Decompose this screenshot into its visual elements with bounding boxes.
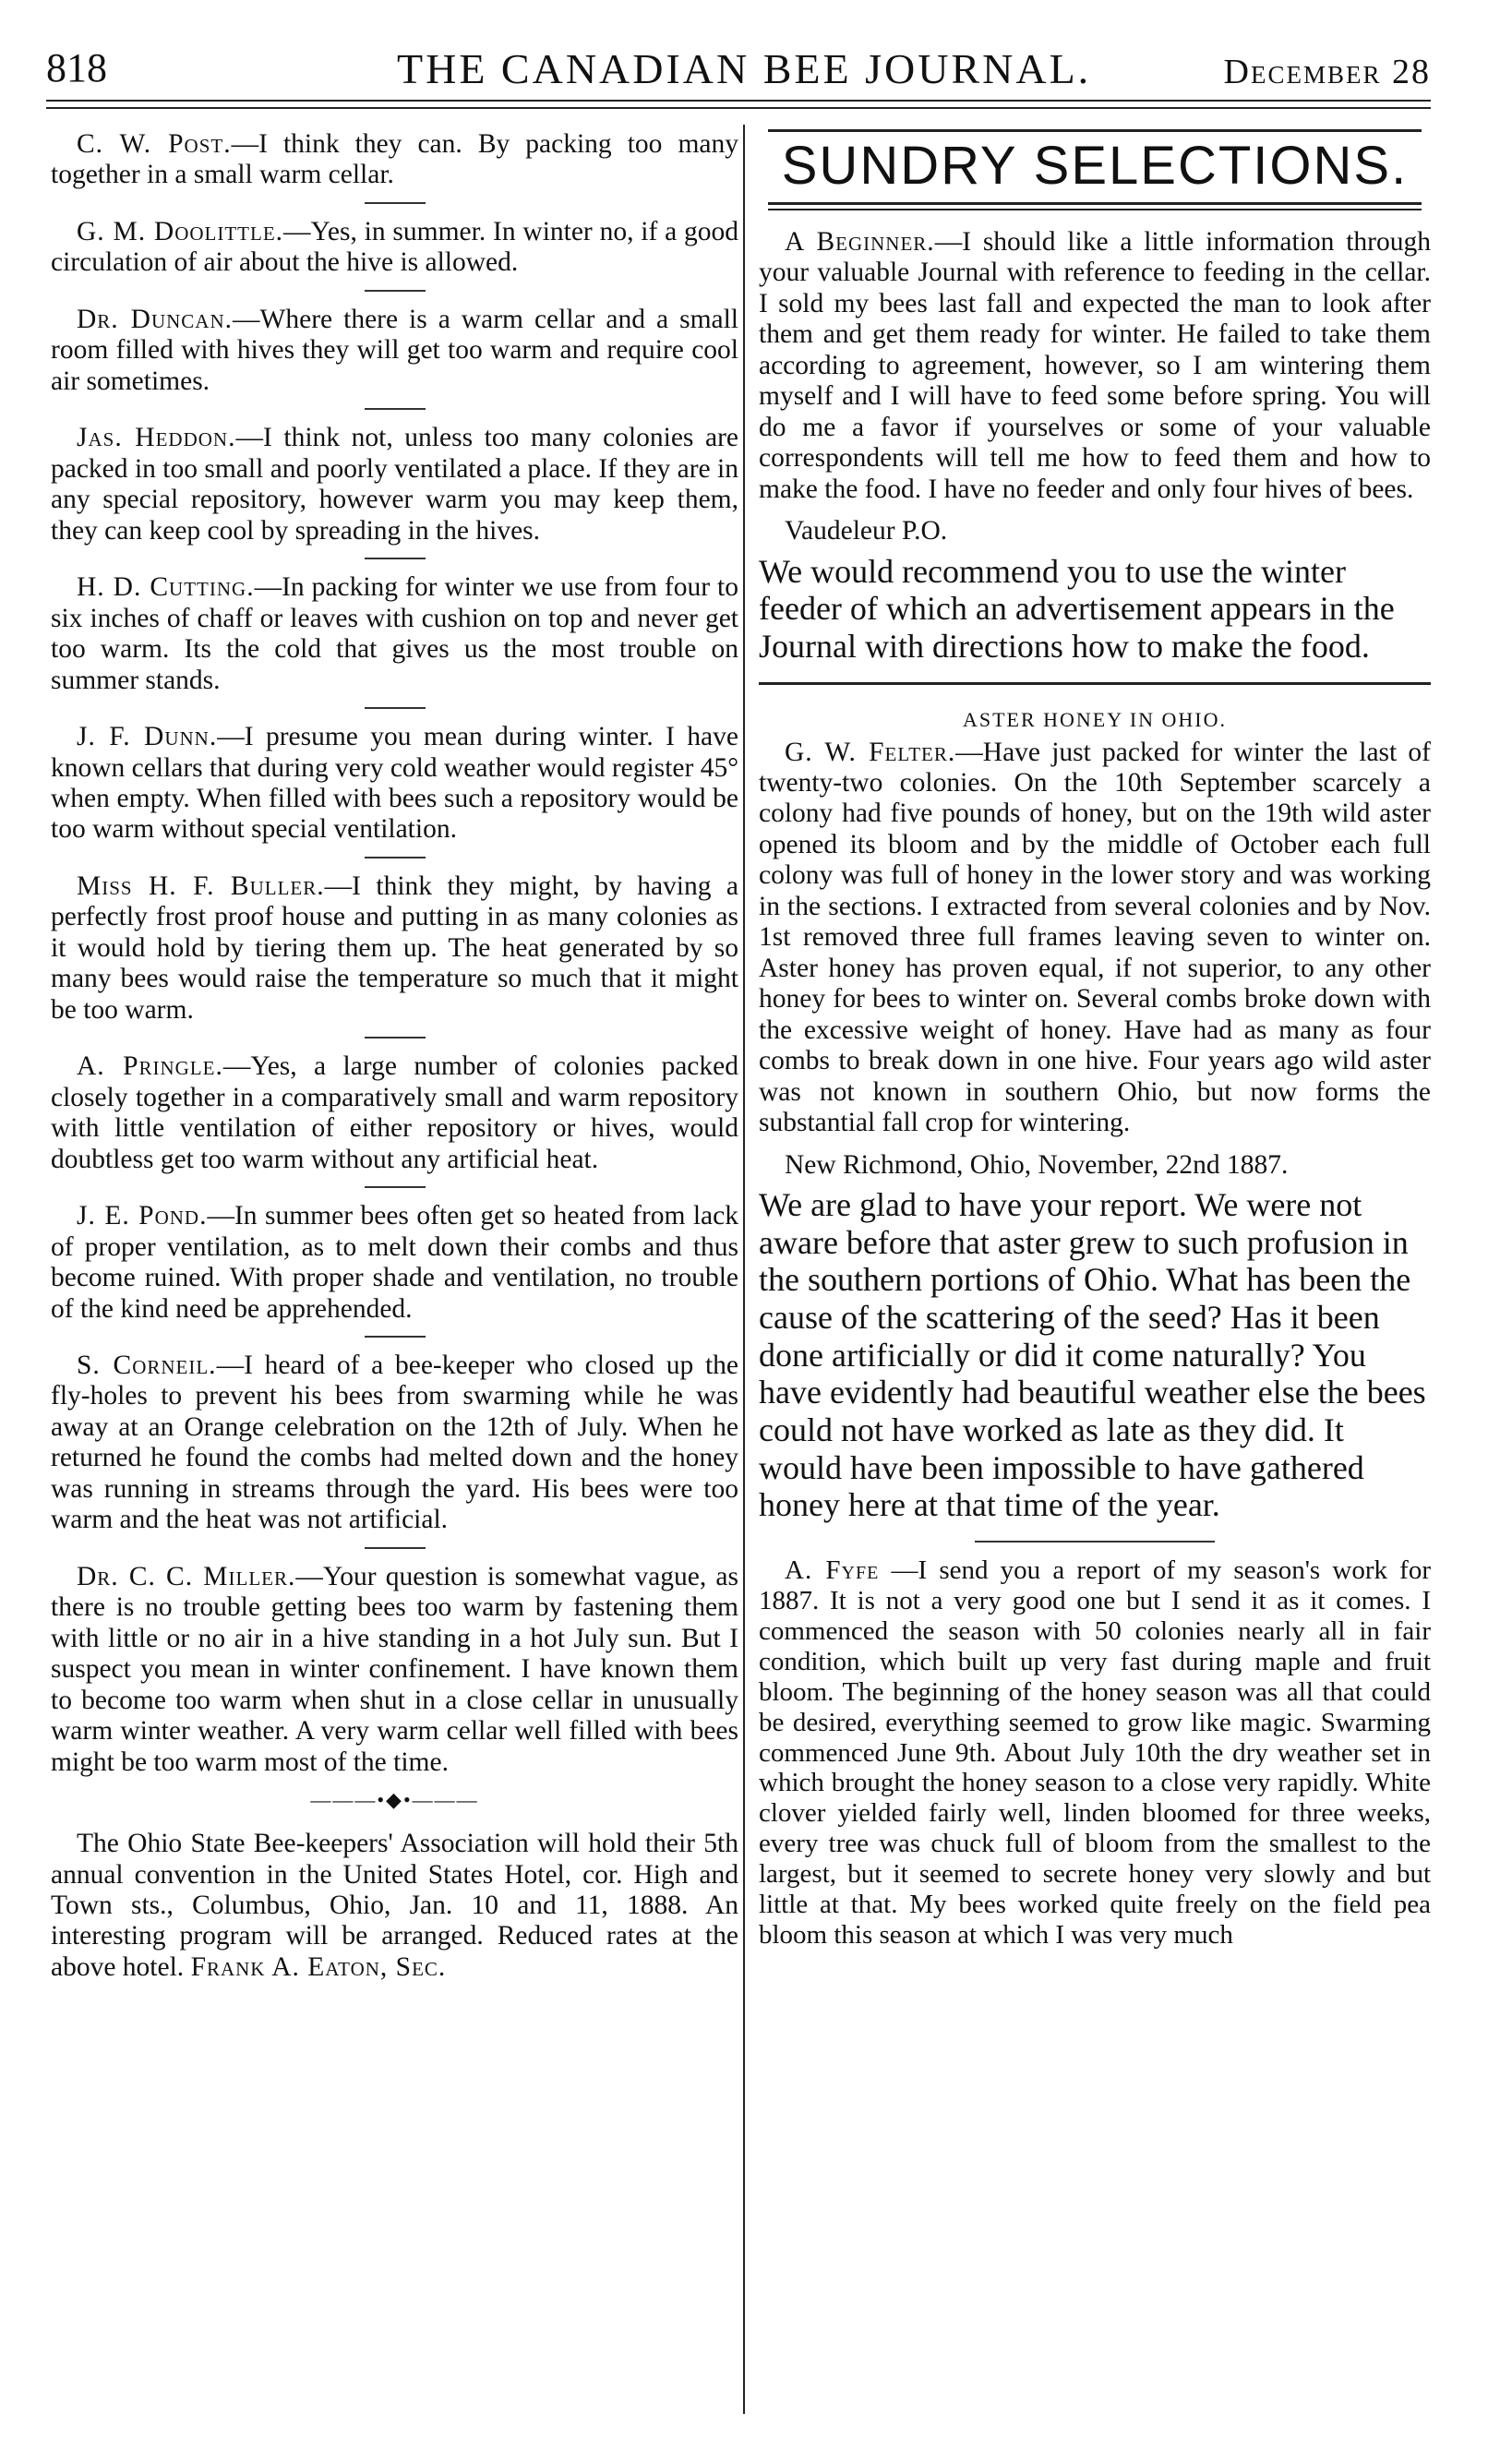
letter-place: New Richmond, Ohio, November, 22nd 1887. [785, 1149, 1289, 1180]
header-rule [46, 100, 1431, 102]
answer-entry: H. D. Cutting.—In packing for winter we use from four to six inches of chaff or leaves with cushion on top and never get too warm. Its the cold that gives us the most trouble on summer stands. [51, 572, 738, 695]
letter-beginner: A Beginner.—I should like a little information through your valuable Journal with reference to feeding in the cellar. I sold my bees last fall and expected the man to look after them and get them ready for winter. He failed to take them according to agreement, however, so I am wintering them myself and I will have to feed some before spring. You will do me a favor if yourselves or some of your valuable correspondents will tell me how to feed them and how to make the food. I have no feeder and only four hives of bees. [759, 226, 1431, 504]
separator [365, 202, 426, 204]
letter-felter: G. W. Felter.—Have just packed for winter the last of twenty-two colonies. On the 10th September scarcely a colony had five pounds of honey, but on the 19th wild aster opened its bloom and by the middle of October each full colony was full of honey in the lower story and was working in the sections. I extracted from several colonies and by Nov. 1st removed three full frames leaving seven to winter on. Aster honey has proven equal, if not superior, to any other honey for bees to winter on. Several combs broke down with the excessive weight of honey. Have had as many as four combs to break down in one hive. Four years ago wild aster was not known in southern Ohio, but now forms the substantial fall crop for wintering. [759, 737, 1432, 1138]
answer-entry: G. M. Doolittle.—Yes, in summer. In winter no, if a good circulation of air about the hive is allowed. [51, 216, 738, 278]
answer-entry: Miss H. F. Buller.—I think they might, by having a perfectly frost proof house and putting in as many colonies as it would hold by tiering them up. The heat generated by so many bees would raise the temperature so much that it might be too warm. [51, 870, 738, 1025]
separator [365, 290, 426, 292]
separator [365, 1037, 426, 1038]
editor-reply: We would recommend you to use the winter feeder of which an advertisement appears in the Journal with directions how to make the food. [759, 552, 1395, 665]
answer-entry: J. F. Dunn.—I presume you mean during winter. I have known cellars that during very cold weather would register 45° when empty. When filled with bees such a repository would be too warm without special ventilation. [51, 722, 738, 845]
page-header [46, 37, 1431, 92]
separator [365, 1336, 426, 1338]
answer-entry: Jas. Heddon.—I think not, unless too many colonies are packed in too small and poorly ventilated a place. If they are in any special repository, however warm you may keep them, they can keep cool by spreading in the hives. [51, 423, 738, 546]
page-number: 818 [46, 45, 107, 90]
answer-entry: C. W. Post.—I think they can. By packing too many together in a small warm cellar. [51, 129, 738, 190]
issue-date: December 28 [1223, 53, 1431, 91]
right-column [759, 129, 1431, 1962]
separator [365, 558, 426, 559]
header-rule-2 [46, 107, 1431, 109]
left-column [51, 129, 738, 1994]
section-heading: SUNDRY SELECTIONS. [781, 136, 1409, 196]
separator [365, 857, 426, 858]
section-rule [759, 682, 1431, 685]
answer-entry: J. E. Pond.—In summer bees often get so heated from lack of proper ventilation, as to melt down their combs and thus become ruined. With proper shade and ventilation, no trouble of the kind need be apprehended. [51, 1201, 738, 1324]
letter-fyfe: A. Fyfe —I send you a report of my season's work for 1887. It is not a very good one but I send it as it comes. I commenced the season with 50 colonies nearly all in fair condition, which built up very fast during maple and fruit bloom. The beginning of the honey season was all that could be desired, everything seemed to grow like magic. Swarming commenced June 9th. About July 10th the dry weather set in which brought the honey season to a close very rapidly. White clover yielded fairly well, linden bloomed for three weeks, every tree was chuck full of bloom from the smallest to the largest, but it seemed to secrete honey very slowly and but little at that. My bees worked quite freely on the field pea bloom this season at which I was very much [759, 1555, 1431, 1950]
notice-signature: Frank A. Eaton, Sec. [190, 1951, 447, 1982]
article-subhead: ASTER HONEY IN OHIO. [962, 707, 1228, 731]
editor-reply: We are glad to have your report. We were not aware before that aster grew to such profusion in the southern portions of Ohio. What has been the cause of the scattering of the seed? Has it been done artificially or did it come naturally? You have evidently had beautiful weather else the bees could not have worked as late as they did. It would have been impossible to have gathered honey here at that time of the year. [759, 1186, 1426, 1524]
heading-rule-top [768, 129, 1422, 132]
convention-notice: The Ohio State Bee-keepers' Association will hold their 5th annual convention in the United States Hotel, cor. High and Town sts., Columbus, Ohio, Jan. 10 and 11, 1888. An interesting program will be arranged. Reduced rates at the above hotel. Frank A. Eaton, Sec. [51, 1829, 738, 1982]
separator [975, 1541, 1215, 1543]
answer-entry: S. Corneil.—I heard of a bee-keeper who closed up the fly-holes to prevent his bees from swarming while he was away at an Orange celebration on the 12th of July. When he returned he found the combs had melted down and the honey was running in streams through the yard. His bees were too warm and the heat was not artificial. [51, 1351, 738, 1535]
separator [365, 1186, 426, 1188]
separator [365, 408, 426, 410]
journal-title: THE CANADIAN BEE JOURNAL. [397, 45, 1092, 92]
separator [365, 707, 426, 709]
ornament-divider: ———•◆•——— [310, 1788, 479, 1812]
answer-entry: A. Pringle.—Yes, a large number of colonies packed closely together in a comparatively small and warm repository with little ventilation of either repository or hives, would doubtless get too warm without any artificial heat. [51, 1051, 738, 1174]
heading-rule-2 [768, 209, 1422, 210]
answer-entry: Dr. Duncan.—Where there is a warm cellar and a small room filled with hives they will get too warm and require cool air sometimes. [51, 304, 738, 396]
separator [365, 1547, 426, 1549]
answer-entry: Dr. C. C. Miller.—Your question is somewhat vague, as there is no trouble getting bees too warm by fastening them with little or no air in a hive standing in a hot July sun. But I suspect you mean in winter confinement. I have known them to become too warm when shut in a close cellar in unusually warm winter weather. A very warm cellar well filled with bees might be too warm most of the time. [51, 1561, 738, 1777]
heading-rule [768, 202, 1422, 205]
letter-place: Vaudeleur P.O. [785, 516, 948, 546]
column-divider [743, 125, 745, 2414]
